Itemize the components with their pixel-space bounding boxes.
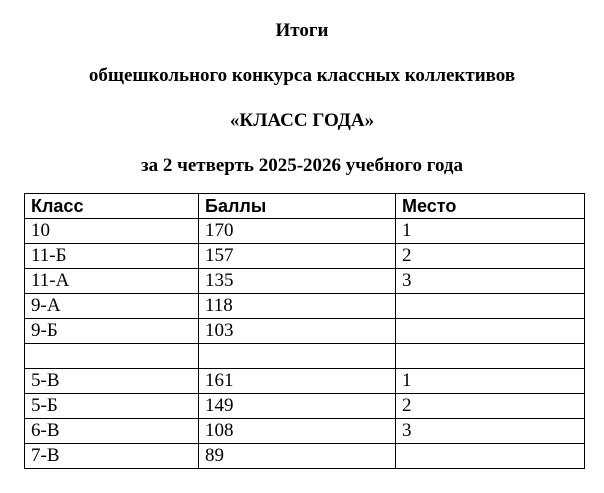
header-class: Класс [25,194,199,219]
table-row [25,319,585,344]
table-row [25,294,585,319]
table-row [25,369,585,394]
results-table [24,193,585,469]
cell-points: 89 [199,444,396,469]
table-row [25,419,585,444]
cell-points: 135 [199,269,396,294]
title-line-2: общешкольного конкурса классных коллективов [88,65,516,86]
cell-place [396,444,585,469]
cell-class: 5-В [25,369,199,394]
cell-class: 9-Б [25,319,199,344]
cell-points: 157 [199,244,396,269]
cell-class: 9-А [25,294,199,319]
header-points: Баллы [199,194,396,219]
cell-points: 108 [199,419,396,444]
cell-points [199,344,396,369]
cell-place: 2 [396,394,585,419]
cell-place [396,344,585,369]
title-line-1: Итоги [275,20,329,41]
cell-place: 3 [396,419,585,444]
table-row [25,219,585,244]
cell-points: 103 [199,319,396,344]
cell-place: 1 [396,369,585,394]
table-row [25,394,585,419]
cell-points: 118 [199,294,396,319]
table-row-empty [25,344,585,369]
title-line-4: за 2 четверть 2025-2026 учебного года [140,155,464,176]
cell-place: 1 [396,219,585,244]
table-row [25,444,585,469]
cell-class: 6-В [25,419,199,444]
cell-place [396,319,585,344]
header-place: Место [396,194,585,219]
cell-points: 170 [199,219,396,244]
cell-class [25,344,199,369]
table-header-row [25,194,585,219]
table-row [25,244,585,269]
cell-class: 5-Б [25,394,199,419]
cell-place: 2 [396,244,585,269]
cell-class: 11-А [25,269,199,294]
table-row [25,269,585,294]
cell-class: 10 [25,219,199,244]
cell-place: 3 [396,269,585,294]
cell-class: 7-В [25,444,199,469]
cell-points: 149 [199,394,396,419]
title-line-3: «КЛАСС ГОДА» [229,110,375,131]
cell-place [396,294,585,319]
cell-points: 161 [199,369,396,394]
cell-class: 11-Б [25,244,199,269]
